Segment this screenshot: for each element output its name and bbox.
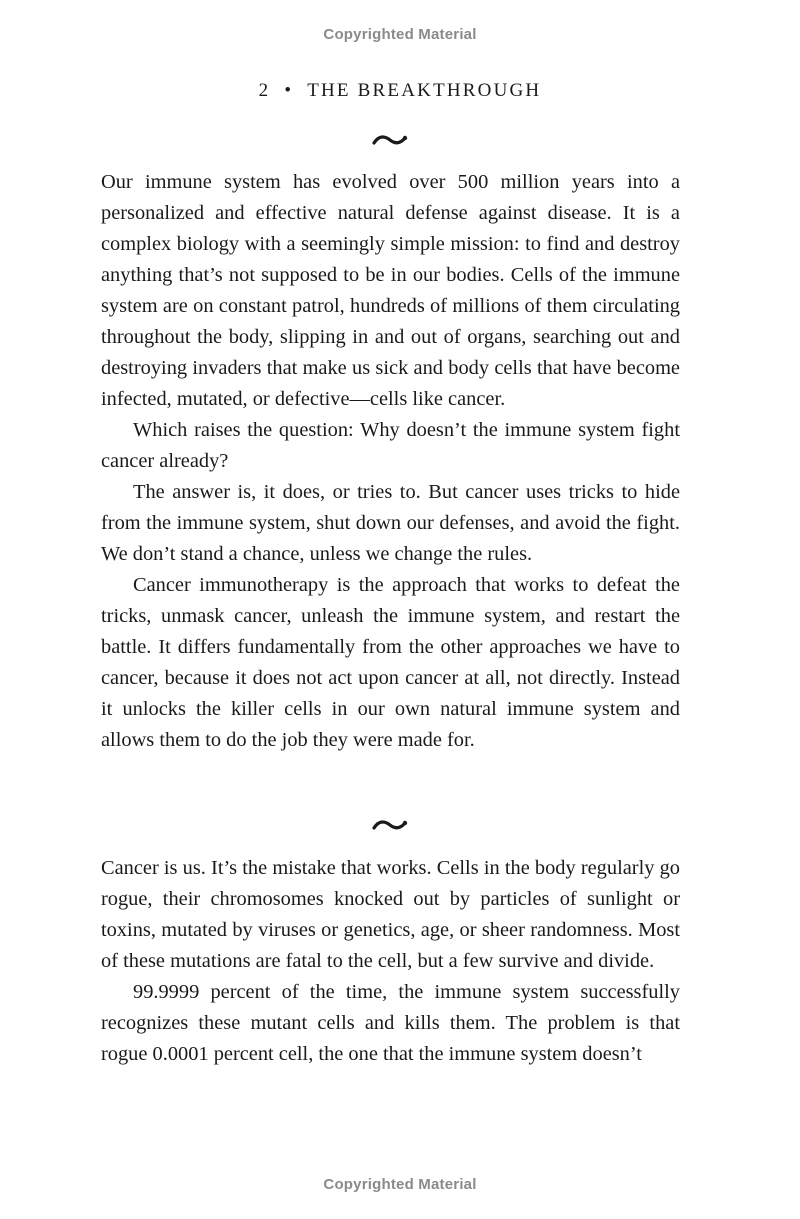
paragraph: Which raises the question: Why doesn’t the immune system fight cancer already? (101, 419, 680, 472)
copyright-watermark-top: Copyrighted Material (323, 26, 477, 43)
running-header (0, 80, 800, 102)
copyright-watermark-bottom: Copyrighted Material (323, 1176, 477, 1193)
tilde-ornament-icon (370, 818, 410, 832)
section-cancer-is-us (101, 853, 680, 1070)
paragraph: Cancer immunotherapy is the approach that works to defeat the tricks, unmask cancer, unleash the immune system, and restart the battle. It differs fundamentally from the other approaches we have to cancer, because it does not act upon cancer at all, not directly. Instead it unlocks the killer cells in our own natural immune system and allows them to do the job they were made for. (101, 574, 680, 751)
paragraph: Our immune system has evolved over 500 million years into a personalized and effective natural defense against disease. It is a complex biology with a seemingly simple mission: to find and destroy anything that’s not supposed to be in our bodies. Cells of the immune system are on constant patrol, hundreds of millions of them circulating throughout the body, slipping in and out of organs, searching out and destroying invaders that make us sick and body cells that have become infected, mutated, or defective—cells like cancer. (101, 171, 680, 410)
chapter-title: THE BREAKTHROUGH (307, 80, 542, 101)
header-separator: • (284, 80, 294, 101)
tilde-ornament-icon (370, 133, 410, 147)
paragraph: 99.9999 percent of the time, the immune system successfully recognizes these mutant cells and kills them. The problem is that rogue 0.0001 percent cell, the one that the immune system doesn’t (101, 981, 680, 1065)
page-number: 2 (258, 80, 271, 101)
paragraph: Cancer is us. It’s the mistake that works. Cells in the body regularly go rogue, their chromosomes knocked out by particles of sunlight or toxins, mutated by viruses or genetics, age, or sheer randomness. Most of these mutations are fatal to the cell, but a few survive and divide. (101, 857, 680, 972)
paragraph: The answer is, it does, or tries to. But cancer uses tricks to hide from the immune system, shut down our defenses, and avoid the fight. We don’t stand a chance, unless we change the rules. (101, 481, 680, 565)
section-immune-system (101, 167, 680, 756)
